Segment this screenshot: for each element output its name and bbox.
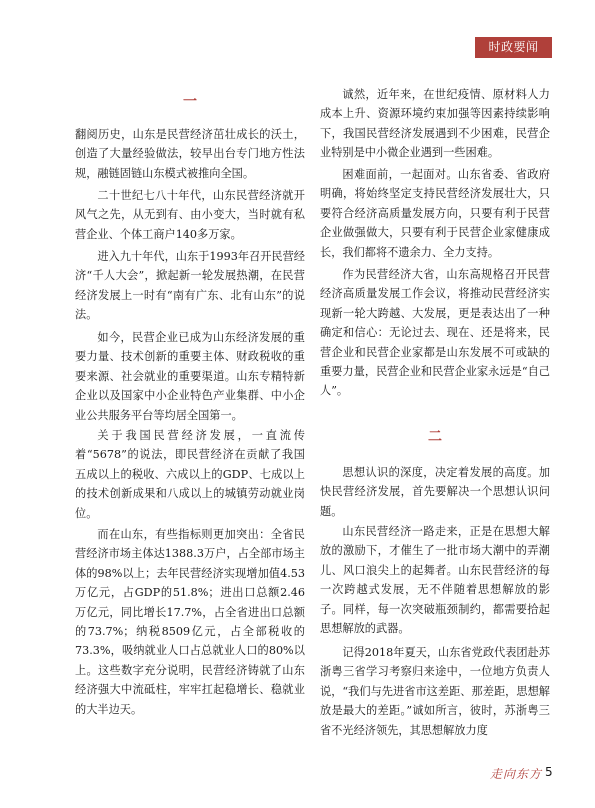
paragraph: 二十世纪七八十年代，山东民营经济就开风气之先，从无到有、由小变大，当时就有私营企业、个体工商户140多万家。	[75, 189, 305, 241]
section-number-1: 一	[183, 94, 197, 110]
page-number: 5	[545, 765, 553, 779]
section-divider-1	[75, 85, 305, 115]
paragraph: 而在山东，有些指标则更加突出：全省民营经济市场主体达1388.3万户，占全部市场主体的98%以上；去年民营经济实现增加值4.53万亿元，占GDP的51.8%；进出口总额2.46万亿元，同比增长17.7%，占全省进出口总额的73.7%；纳税8509亿元，占全部税收的73.3%，吸纳就业人口占总就业人口的80%以上。这些数字充分说明，民营经济铸就了山东经济强大中流砥柱，牢牢扛起稳增长、稳就业的大半边天。	[75, 528, 305, 716]
paragraph: 记得2018年夏天，山东省党政代表团赴苏浙粤三省学习考察归来途中，一位地方负责人说，“我们与先进省市这差距、那差距，思想解放是最大的差距。”诚如所言，彼时，苏浙粤三省不光经济领先，其思想解放力度	[320, 646, 550, 737]
section-number-2: 二	[428, 429, 442, 445]
paragraph: 翻阅历史，山东是民营经济茁壮成长的沃土，创造了大量经验做法，较早出台专门地方性法规，融链固链山东模式被推向全国。	[75, 128, 305, 180]
paragraph: 困难面前，一起面对。山东省委、省政府明确，将始终坚定支持民营经济发展壮大，只要符合经济高质量发展方向，只要有利于民营企业做强做大，只要有利于民营企业家健康成长，我们都将不遗余力、全力支持。	[320, 168, 550, 259]
paragraph: 作为民营经济大省，山东高规格召开民营经济高质量发展工作会议，将推动民营经济实现新一轮大跨越、大发展，更是表达出了一种确定和信心：无论过去、现在、还是将来，民营企业和民营企业家都是山东发展不可或缺的重要力量，民营企业和民营企业家永远是“自己人”。	[320, 268, 550, 398]
section-tag: 时政要闻	[475, 37, 552, 58]
paragraph: 如今，民营企业已成为山东经济发展的重要力量、技术创新的重要主体、财政税收的重要来源、社会就业的重要渠道。山东专精特新企业以及国家中小企业特色产业集群、中小企业公共服务平台等均居全国第一。	[75, 331, 305, 422]
section-divider-2	[320, 420, 550, 450]
paragraph: 进入九十年代，山东于1993年召开民营经济“千人大会”，掀起新一轮发展热潮，在民营经济发展上一时有“南有广东、北有山东”的说法。	[75, 250, 305, 322]
paragraph: 山东民营经济一路走来，正是在思想大解放的激励下，才催生了一批市场大潮中的弄潮儿、风口浪尖上的起舞者。山东民营经济的每一次跨越式发展，无不伴随着思想解放的影子。同样，每一次突破瓶颈制约，都需要拾起思想解放的武器。	[320, 525, 550, 636]
paragraph: 关于我国民营经济发展，一直流传着“5678”的说法，即民营经济在贡献了我国五成以上的税收、六成以上的GDP、七成以上的技术创新成果和八成以上的城镇劳动就业岗位。	[75, 429, 305, 520]
paragraph: 思想认识的深度，决定着发展的高度。加快民营经济发展，首先要解决一个思想认识问题。	[320, 466, 550, 518]
paragraph: 诚然，近年来，在世纪疫情、原材料人力成本上升、资源环境约束加强等因素持续影响下，我国民营经济发展遇到不少困难，民营企业特别是中小微企业遇到一些困难。	[320, 88, 550, 160]
magazine-logo: 走向东方	[490, 767, 543, 781]
